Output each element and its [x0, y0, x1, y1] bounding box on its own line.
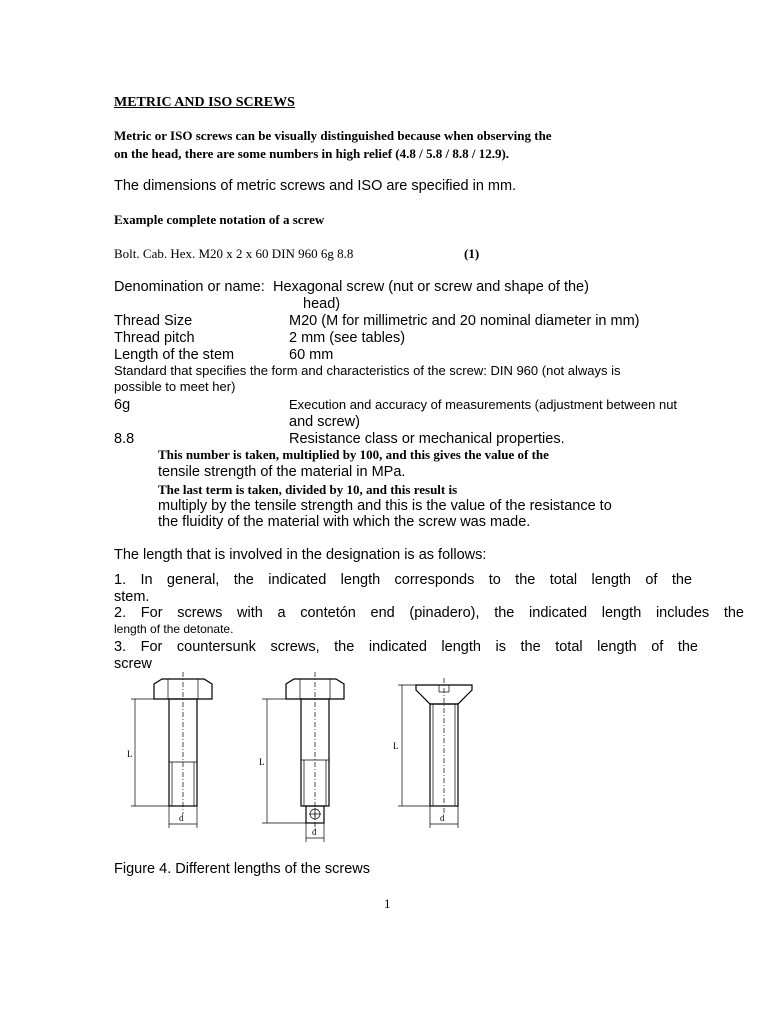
- item-3-line-2: screw: [114, 656, 152, 672]
- length-label: L: [393, 741, 399, 751]
- hex-screw-stem-length-drawing: [131, 672, 212, 828]
- detail-normal-2: multiply by the tensile strength and this is the value of the resistance to: [158, 498, 612, 514]
- notation-ref: (1): [464, 246, 480, 261]
- diameter-label: d: [179, 813, 184, 823]
- hex-screw-dog-point-drawing: [262, 672, 344, 842]
- detail-normal-3: the fluidity of the material with which the screw was made.: [158, 514, 531, 530]
- dimensions-text: The dimensions of metric screws and ISO are specified in mm.: [114, 178, 517, 194]
- row-value: 60 mm: [289, 347, 334, 363]
- figure-caption: Figure 4. Different lengths of the screws: [114, 861, 371, 877]
- row-6g-value-1: Execution and accuracy of measurements (adjustment between nut: [289, 397, 678, 412]
- length-intro: The length that is involved in the designation is as follows:: [114, 547, 487, 563]
- item-2-line-1: 2. For screws with a contetón end (pinadero), the indicated length includes the: [114, 605, 744, 621]
- row-6g-label: 6g: [114, 397, 131, 413]
- diameter-label: d: [440, 813, 445, 823]
- length-label: L: [127, 749, 133, 759]
- notation-text: Bolt. Cab. Hex. M20 x 2 x 60 DIN 960 6g 8.8: [114, 246, 354, 261]
- diameter-label: d: [312, 827, 317, 837]
- row-value: 2 mm (see tables): [289, 330, 406, 346]
- row-label: Length of the stem: [114, 347, 235, 363]
- denomination-value: Hexagonal screw (nut or screw and shape of the): [273, 279, 589, 295]
- standard-line-1: Standard that specifies the form and characteristics of the screw: DIN 960 (not always is: [114, 363, 621, 378]
- detail-bold-1: This number is taken, multiplied by 100, and this gives the value of the: [158, 447, 549, 462]
- intro-line-1: Metric or ISO screws can be visually distinguished because when observing the: [114, 128, 552, 143]
- row-6g-value-2: and screw): [289, 414, 360, 430]
- example-heading: Example complete notation of a screw: [114, 212, 325, 227]
- item-3-line-1: 3. For countersunk screws, the indicated length is the total length of the: [114, 639, 698, 655]
- row-label: Thread pitch: [114, 330, 195, 346]
- denomination-cont: head): [303, 296, 341, 312]
- detail-normal-1: tensile strength of the material in MPa.: [158, 464, 406, 480]
- standard-line-2: possible to meet her): [114, 379, 236, 394]
- length-label: L: [259, 757, 265, 767]
- detail-bold-2: The last term is taken, divided by 10, and this result is: [158, 482, 458, 497]
- countersunk-screw-drawing: [398, 678, 472, 828]
- intro-line-2: on the head, there are some numbers in high relief (4.8 / 5.8 / 8.8 / 12.9).: [114, 146, 510, 161]
- item-2-line-2: length of the detonate.: [114, 622, 234, 636]
- denomination-label: Denomination or name:: [114, 279, 265, 295]
- page-title: METRIC AND ISO SCREWS: [114, 95, 295, 110]
- row-value: M20 (M for millimetric and 20 nominal diameter in mm): [289, 313, 640, 329]
- row-88-label: 8.8: [114, 431, 135, 447]
- item-1-line-2: stem.: [114, 589, 150, 605]
- item-1-line-1: 1. In general, the indicated length corresponds to the total length of the: [114, 572, 692, 588]
- row-88-value: Resistance class or mechanical properties.: [289, 431, 565, 447]
- page-number: 1: [384, 896, 391, 911]
- row-label: Thread Size: [114, 313, 193, 329]
